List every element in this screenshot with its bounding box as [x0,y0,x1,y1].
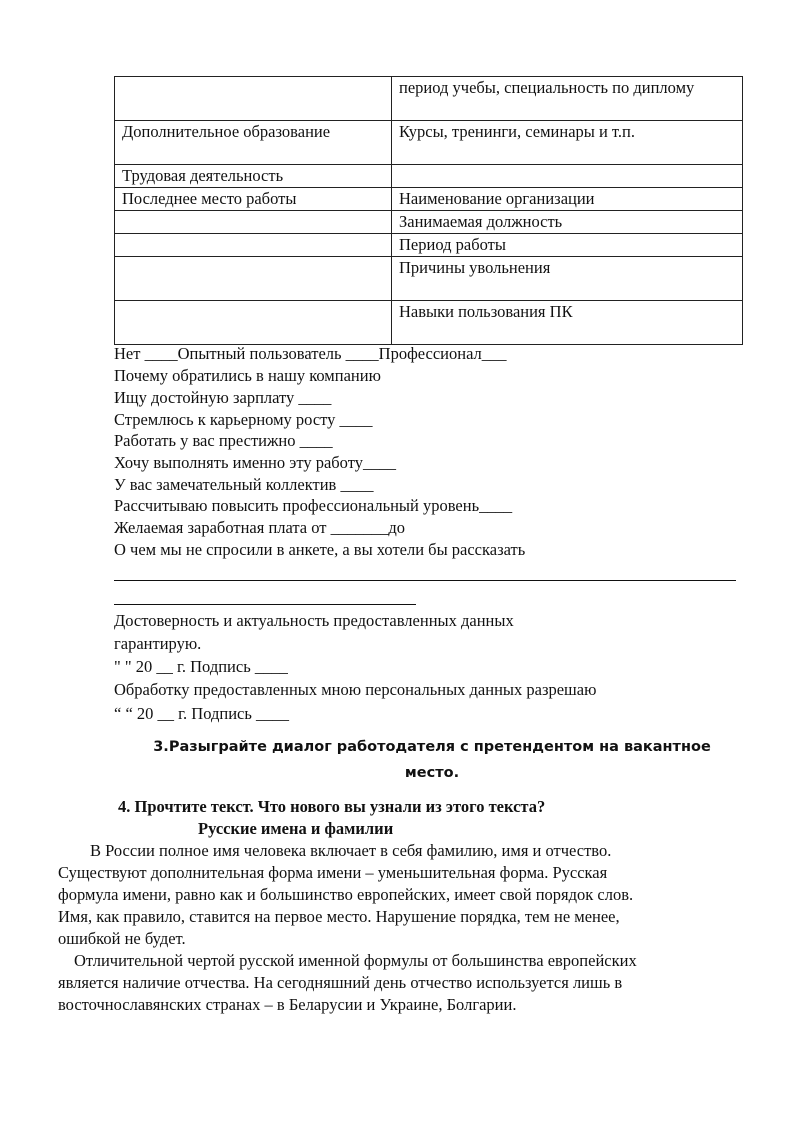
table-cell: Навыки пользования ПК [392,301,743,345]
table-row [115,77,743,121]
table-row [115,257,743,301]
table-row [115,188,743,211]
answer-line [114,604,416,605]
table-cell [115,301,392,345]
table-cell: Причины увольнения [392,257,743,301]
table-row [115,234,743,257]
table-row [115,165,743,188]
extra-info-question: О чем мы не спросили в анкете, а вы хотели бы рассказать [114,540,526,559]
desired-salary-line: Желаемая заработная плата от _______до [114,518,406,537]
text-title: Русские имена и фамилии [198,819,394,838]
paragraph-line: восточнославянских странах – в Беларусии и Украине, Болгарии. [58,995,517,1014]
option-this-job: Хочу выполнять именно эту работу____ [114,453,396,472]
table-cell: Дополнительное образование [115,121,392,165]
guarantee-text: Достоверность и актуальность предоставленных данных [114,611,514,630]
answer-line [114,580,736,581]
application-form-table [114,76,743,345]
table-cell: Занимаемая должность [392,211,743,234]
table-cell: Курсы, тренинги, семинары и т.п. [392,121,743,165]
paragraph-line: является наличие отчества. На сегодняшний день отчество используется лишь в [58,973,623,992]
task3-heading: 3.Разыграйте диалог работодателя с претендентом на вакантное [153,739,711,755]
table-cell: Период работы [392,234,743,257]
option-career: Стремлюсь к карьерному росту ____ [114,410,373,429]
pc-skills-line: Нет ____Опытный пользователь ____Профессионал___ [114,344,507,363]
paragraph-line: Отличительной чертой русской именной формулы от большинства европейских [74,951,637,970]
paragraph-line: В России полное имя человека включает в себя фамилию, имя и отчество. [90,841,612,860]
table-row [115,211,743,234]
table-cell [115,211,392,234]
paragraph-line: Имя, как правило, ставится на первое место. Нарушение порядка, тем не менее, [58,907,620,926]
paragraph-line: ошибкой не будет. [58,929,186,948]
table-row [115,301,743,345]
table-cell [392,165,743,188]
table-cell [115,257,392,301]
table-cell: Наименование организации [392,188,743,211]
option-team: У вас замечательный коллектив ____ [114,475,374,494]
option-salary: Ищу достойную зарплату ____ [114,388,332,407]
date-signature-line: " " 20 __ г. Подпись ____ [114,657,288,676]
paragraph-line: формула имени, равно как и большинство европейских, имеет свой порядок слов. [58,885,634,904]
option-professional-level: Рассчитываю повысить профессиональный уровень____ [114,496,513,515]
task3-heading-cont: место. [404,765,460,781]
guarantee-text-cont: гарантирую. [114,634,202,653]
paragraph-line: Существуют дополнительная форма имени – уменьшительная форма. Русская [58,863,608,882]
table-cell: Последнее место работы [115,188,392,211]
task4-heading: 4. Прочтите текст. Что нового вы узнали из этого текста? [118,797,546,816]
table-cell: Трудовая деятельность [115,165,392,188]
table-row [115,121,743,165]
consent-text: Обработку предоставленных мною персональных данных разрешаю [114,680,597,699]
table-cell [115,234,392,257]
why-us-question: Почему обратились в нашу компанию [114,366,381,385]
table-cell: период учебы, специальность по диплому [392,77,743,121]
option-prestige: Работать у вас престижно ____ [114,431,333,450]
table-cell [115,77,392,121]
date-signature-line: “ “ 20 __ г. Подпись ____ [114,704,290,723]
